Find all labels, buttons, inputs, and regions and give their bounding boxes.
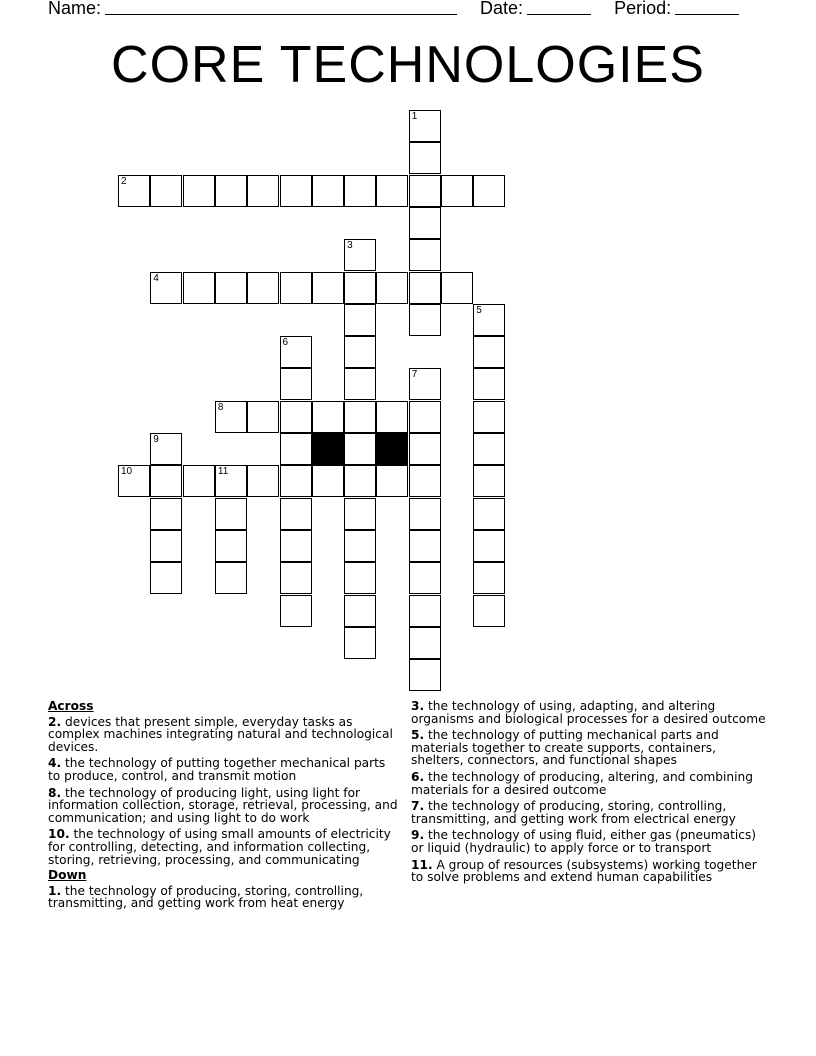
clue-number: 3. [411, 699, 425, 713]
clue-text: the technology of producing, altering, and combining materials for a desired outcome [411, 769, 753, 797]
crossword-square[interactable] [344, 498, 376, 530]
clue-number: 6 [282, 337, 289, 349]
clue-number: 5 [476, 304, 482, 316]
clue-item [48, 716, 398, 754]
crossword-square[interactable] [150, 562, 182, 594]
crossword-square[interactable] [409, 659, 441, 691]
clue-number: 10. [48, 827, 70, 842]
crossword-square[interactable] [150, 175, 182, 207]
crossword-square[interactable] [409, 110, 441, 142]
clue-number: 8 [217, 401, 224, 413]
crossword-square[interactable] [409, 142, 441, 174]
crossword-square[interactable] [247, 272, 279, 304]
period-label: Period: [614, 0, 672, 18]
crossword-square[interactable] [344, 336, 376, 368]
crossword-square[interactable] [215, 272, 247, 304]
crossword-square[interactable] [215, 401, 247, 433]
clue-text: the technology of putting mechanical parts and materials together to create supports, containers, shelters, connectors, and functional shapes [411, 728, 719, 768]
clue-item [48, 885, 398, 910]
clue-number: 11 [217, 466, 229, 478]
clue-item [48, 828, 398, 866]
crossword-square[interactable] [183, 465, 215, 497]
down-clue-list-left [48, 885, 398, 910]
down-clue-list-right [411, 700, 771, 884]
crossword-square[interactable] [247, 175, 279, 207]
crossword-square[interactable] [150, 272, 182, 304]
crossword-square[interactable] [280, 368, 312, 400]
blocked-square [376, 433, 408, 465]
crossword-square[interactable] [441, 175, 473, 207]
crossword-square[interactable] [409, 595, 441, 627]
clue-number: 3 [347, 240, 353, 252]
crossword-square[interactable] [344, 595, 376, 627]
crossword-square[interactable] [280, 562, 312, 594]
crossword-square[interactable] [473, 562, 505, 594]
crossword-square[interactable] [473, 498, 505, 530]
crossword-square[interactable] [409, 304, 441, 336]
crossword-square[interactable] [344, 401, 376, 433]
clue-number: 7 [411, 369, 418, 381]
crossword-square[interactable] [344, 175, 376, 207]
crossword-square[interactable] [280, 336, 312, 368]
crossword-square[interactable] [183, 272, 215, 304]
crossword-square[interactable] [280, 498, 312, 530]
crossword-square[interactable] [215, 498, 247, 530]
across-clue-list [48, 716, 398, 867]
crossword-square[interactable] [344, 368, 376, 400]
crossword-square[interactable] [312, 401, 344, 433]
crossword-square[interactable] [247, 401, 279, 433]
crossword-square[interactable] [118, 465, 150, 497]
clue-number: 1 [411, 111, 418, 122]
crossword-square[interactable] [441, 272, 473, 304]
clue-number: 4. [48, 756, 62, 771]
crossword-square[interactable] [409, 498, 441, 530]
crossword-square[interactable] [344, 239, 376, 271]
clue-number: 6. [411, 769, 425, 784]
crossword-square[interactable] [312, 272, 344, 304]
crossword-square[interactable] [215, 562, 247, 594]
crossword-square[interactable] [409, 627, 441, 659]
clue-number: 5. [411, 728, 425, 743]
crossword-square[interactable] [150, 498, 182, 530]
crossword-square[interactable] [215, 465, 247, 497]
crossword-square[interactable] [280, 401, 312, 433]
clue-item [411, 800, 771, 825]
crossword-square[interactable] [280, 530, 312, 562]
crossword-square[interactable] [473, 401, 505, 433]
crossword-square[interactable] [344, 272, 376, 304]
clue-item [411, 829, 771, 854]
clue-number: 9 [153, 434, 159, 445]
clue-number: 9. [411, 828, 425, 843]
clue-text: A group of resources (subsystems) working together to solve problems and extend human capabilities [411, 857, 757, 885]
clue-number: 2 [121, 175, 127, 187]
clue-item [411, 859, 771, 884]
crossword-square[interactable] [409, 175, 441, 207]
crossword-square[interactable] [150, 530, 182, 562]
crossword-square[interactable] [312, 175, 344, 207]
clue-text: the technology of using, adapting, and altering organisms and biological processes for a desired outcome [411, 699, 766, 726]
crossword-square[interactable] [215, 175, 247, 207]
clues-column-left [48, 700, 398, 914]
crossword-square[interactable] [312, 465, 344, 497]
crossword-square[interactable] [409, 530, 441, 562]
crossword-square[interactable] [280, 433, 312, 465]
clue-item [411, 700, 771, 725]
clue-item [48, 787, 398, 825]
crossword-square[interactable] [150, 433, 182, 465]
crossword-square[interactable] [409, 272, 441, 304]
clue-text: the technology of using small amounts of electricity for controlling, detecting, and information collecting, storing, retrieving, processing, and communicating [48, 827, 391, 867]
clue-text: the technology of producing light, using light for information collection, storage, retrieval, processing, and communication; and using light to do work [48, 785, 398, 825]
crossword-square[interactable] [376, 465, 408, 497]
page-title: CORE TECHNOLOGIES [111, 36, 705, 94]
across-heading: Across [48, 699, 94, 713]
crossword-square[interactable] [409, 401, 441, 433]
crossword-square[interactable] [280, 595, 312, 627]
clue-text: the technology of using fluid, either gas (pneumatics) or liquid (hydraulic) to apply force or to transport [411, 828, 757, 855]
crossword-square[interactable] [215, 530, 247, 562]
crossword-square[interactable] [344, 562, 376, 594]
crossword-square[interactable] [409, 562, 441, 594]
date-label: Date: [480, 0, 524, 18]
crossword-square[interactable] [473, 336, 505, 368]
crossword-square[interactable] [409, 368, 441, 400]
crossword-square[interactable] [473, 304, 505, 336]
crossword-square[interactable] [409, 465, 441, 497]
crossword-square[interactable] [473, 175, 505, 207]
clue-item [411, 729, 771, 767]
crossword-square[interactable] [344, 304, 376, 336]
crossword-square[interactable] [473, 368, 505, 400]
clue-number: 1. [48, 883, 62, 898]
clue-number: 11. [411, 857, 433, 872]
crossword-square[interactable] [409, 207, 441, 239]
crossword-square[interactable] [473, 465, 505, 497]
crossword-square[interactable] [344, 433, 376, 465]
clue-number: 10 [121, 466, 133, 478]
clue-text: devices that present simple, everyday tasks as complex machines integrating natural and technological devices. [48, 714, 393, 754]
crossword-square[interactable] [409, 433, 441, 465]
clue-item [48, 757, 398, 782]
name-label: Name: [48, 0, 102, 18]
clue-text: the technology of producing, storing, controlling, transmitting, and getting work from electrical energy [411, 799, 736, 826]
clues-column-right [411, 700, 771, 888]
crossword-square[interactable] [150, 465, 182, 497]
clue-number: 4 [153, 272, 159, 284]
crossword-square[interactable] [280, 465, 312, 497]
crossword-square[interactable] [473, 530, 505, 562]
crossword-square[interactable] [118, 175, 150, 207]
crossword-square[interactable] [473, 595, 505, 627]
crossword-square[interactable] [376, 175, 408, 207]
crossword-square[interactable] [344, 465, 376, 497]
clue-number: 8. [48, 785, 62, 800]
crossword-square[interactable] [344, 530, 376, 562]
down-heading: Down [48, 868, 87, 883]
crossword-square[interactable] [344, 627, 376, 659]
crossword-square[interactable] [280, 272, 312, 304]
clue-number: 2. [48, 714, 62, 729]
crossword-square[interactable] [247, 465, 279, 497]
clue-text: the technology of producing, storing, controlling, transmitting, and getting work from heat energy [48, 883, 364, 911]
crossword-square[interactable] [376, 272, 408, 304]
blocked-square [312, 433, 344, 465]
crossword-square[interactable] [280, 175, 312, 207]
crossword-square[interactable] [376, 401, 408, 433]
crossword-square[interactable] [473, 433, 505, 465]
crossword-square[interactable] [183, 175, 215, 207]
crossword-square[interactable] [409, 239, 441, 271]
clue-number: 7. [411, 799, 425, 814]
clue-item [411, 771, 771, 796]
clue-text: the technology of putting together mechanical parts to produce, control, and transmit motion [48, 756, 386, 783]
